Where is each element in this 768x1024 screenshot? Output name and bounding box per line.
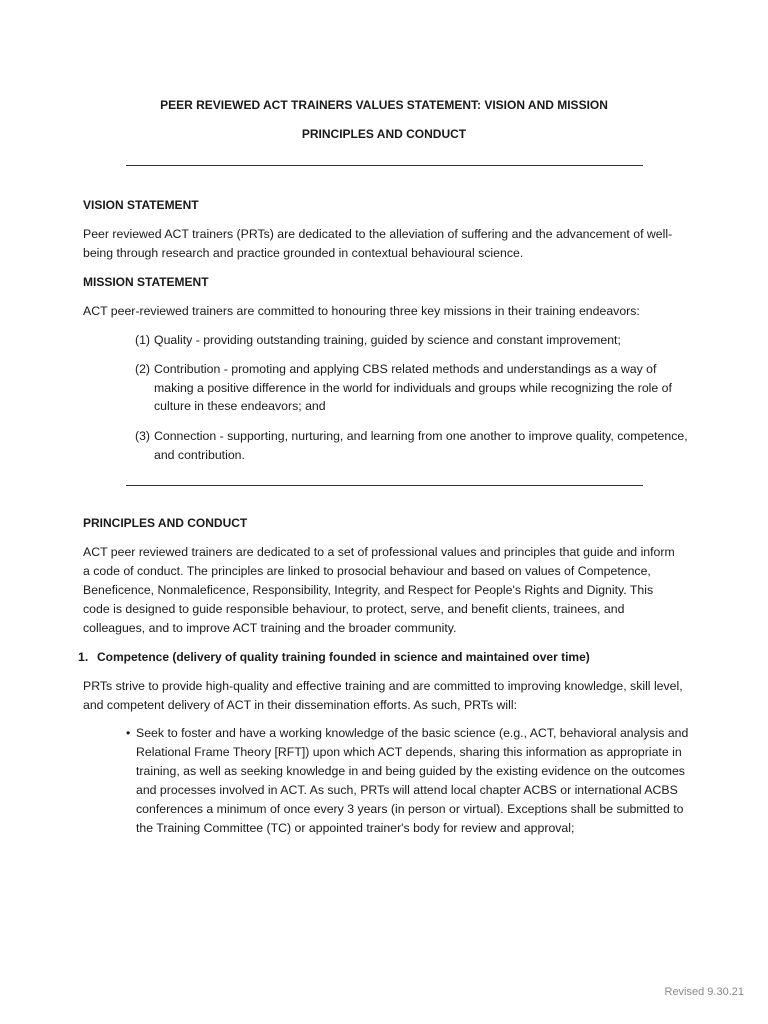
divider-top — [126, 165, 643, 166]
principles-text: ACT peer reviewed trainers are dedicated to a set of professional values and principles that guide and inform a code of conduct. The principles are linked to prosocial behaviour and based on values of Competence, Beneficence, Nonmaleficence, Responsibility, Integrity, and Respect for People's Rights and Dignity. This code is designed to guide responsible behaviour, to protect, serve, and benefit clients, trainees, and colleagues, and to improve ACT training and the broader community. — [83, 545, 675, 635]
mission-item — [135, 360, 695, 416]
mission-intro: ACT peer-reviewed trainers are committed to honouring three key missions in their training endeavors: — [83, 304, 640, 318]
mission-item — [135, 427, 695, 464]
principles-heading: PRINCIPLES AND CONDUCT — [83, 516, 248, 530]
mission-item-text: Contribution - promoting and applying CBS related methods and understandings as a way of making a positive difference in the world for individuals and groups while recognizing the role of culture in these endeavors; and — [154, 362, 672, 413]
mission-item-number: (3) — [135, 429, 151, 443]
vision-heading: VISION STATEMENT — [83, 198, 199, 212]
document-subtitle: PRINCIPLES AND CONDUCT — [301, 127, 467, 141]
document-title: PEER REVIEWED ACT TRAINERS VALUES STATEMENT: VISION AND MISSION — [160, 98, 608, 112]
divider-bottom — [126, 485, 643, 486]
vision-text: Peer reviewed ACT trainers (PRTs) are dedicated to the alleviation of suffering and the advancement of well-being through research and practice grounded in contextual behavioural science. — [83, 227, 673, 260]
mission-item-number: (1) — [135, 333, 151, 347]
mission-item — [135, 331, 695, 350]
mission-item-text: Quality - providing outstanding training, guided by science and constant improvement; — [154, 333, 621, 347]
mission-heading: MISSION STATEMENT — [83, 275, 209, 289]
mission-item-text: Connection - supporting, nurturing, and learning from one another to improve quality, competence, and contribution. — [154, 429, 688, 462]
competence-bullet-text: Seek to foster and have a working knowledge of the basic science (e.g., ACT, behavioral analysis and Relational Frame Theory [RFT]) upon which ACT depends, sharing this information as appropriate in training, as well as seeking knowledge in and being guided by the existing evidence on the outcomes and processes involved in ACT. As such, PRTs will attend local chapter ACBS or international ACBS conferences a minimum of once every 3 years (in person or virtual). Exceptions shall be submitted to the Training Committee (TC) or appointed trainer's body for review and approval; — [136, 726, 689, 835]
mission-item-number: (2) — [135, 362, 151, 376]
competence-intro: PRTs strive to provide high-quality and effective training and are committed to improving knowledge, skill level, and competent delivery of ACT in their dissemination efforts. As such, PRTs will: — [83, 679, 683, 712]
competence-number: 1. — [78, 650, 89, 664]
revision-footer: Revised 9.30.21 — [664, 986, 744, 998]
competence-heading: Competence (delivery of quality training founded in science and maintained over time) — [97, 650, 590, 664]
competence-bullet — [126, 724, 691, 838]
bullet-icon: • — [126, 726, 131, 740]
